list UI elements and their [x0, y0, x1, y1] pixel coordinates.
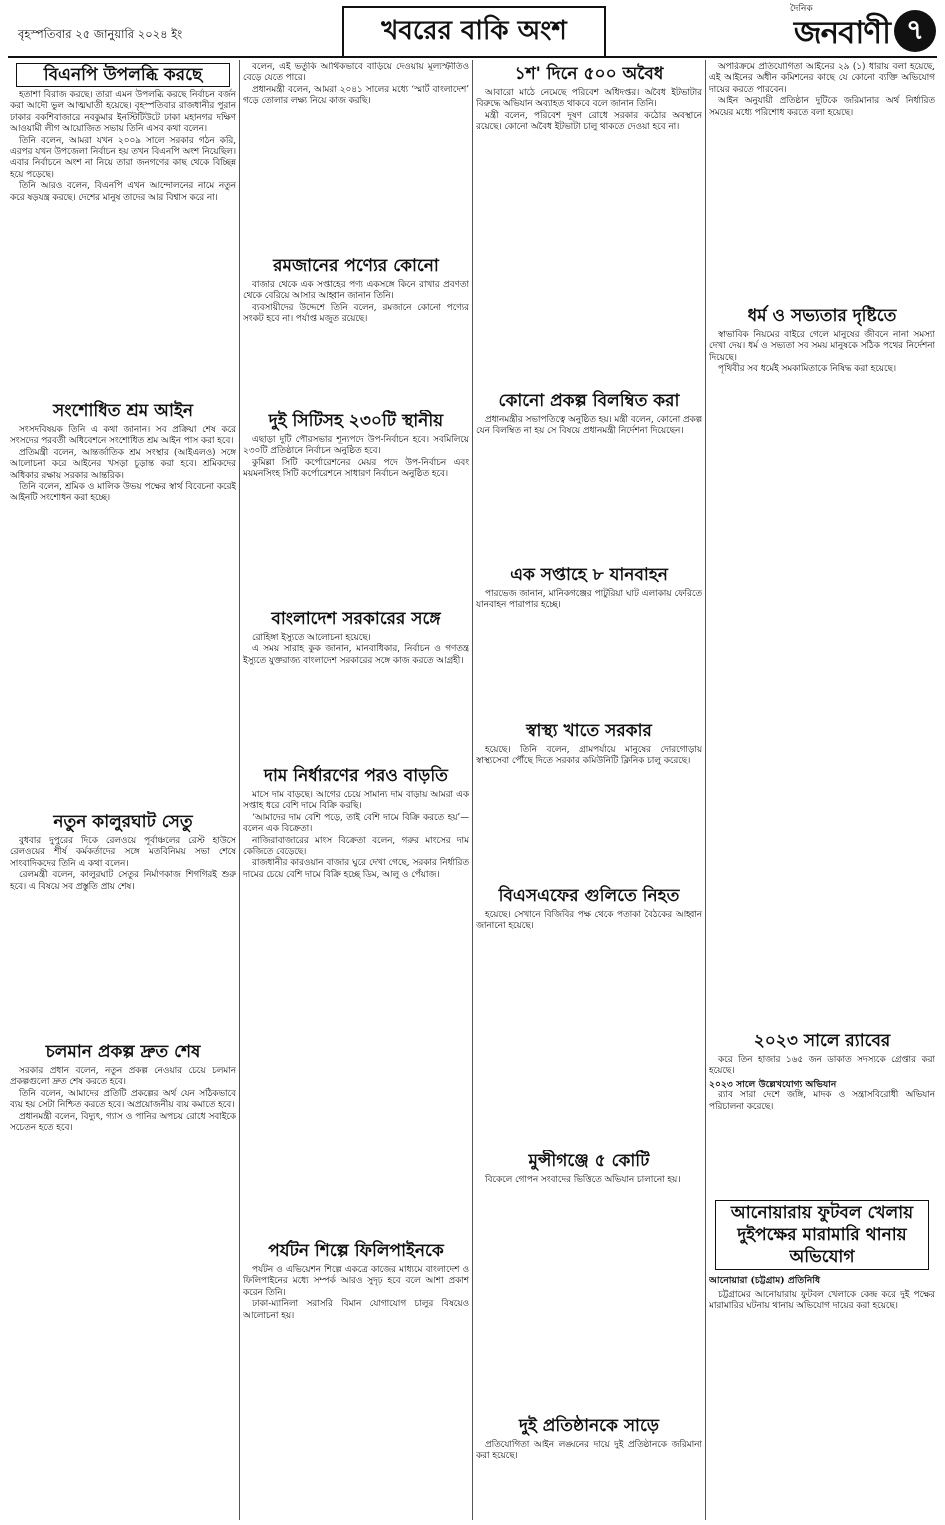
article-paragraph: প্রতিযোগিতা আইন লঙ্ঘনের দায়ে দুই প্রতিষ্ঠানকে জরিমানা করা হয়েছে। [476, 1440, 702, 1462]
article-paragraph: র‍্যাব সারা দেশে জঙ্গি, মাদক ও সন্ত্রাসবিরোধী অভিযান পরিচালনা করেছে। [709, 1090, 935, 1112]
article-religion-civilization [709, 304, 935, 1027]
column-divider [472, 60, 473, 1520]
article-paragraph: সরকার প্রধান বলেন, নতুন প্রকল্প নেওয়ার চেয়ে চলমান প্রকল্পগুলো দ্রুত শেষ করতে হবে। [10, 1066, 236, 1088]
article-body [243, 280, 469, 326]
article-paragraph: প্রধানমন্ত্রী বলেন, বিদ্যুৎ, গ্যাস ও পানির অপচয় রোধে সবাইকে সচেতন হতে হবে। [10, 1111, 236, 1134]
article-body [476, 745, 702, 768]
article-paragraph: তিনি আরও বলেন, বিএনপি এখন আন্দোলনের নামে নতুন করে ষড়যন্ত্র করছে। দেশের মানুষ তাদের আর বিশ্বাস করে না। [10, 181, 236, 203]
column-divider [705, 60, 706, 1520]
article-body [709, 1290, 935, 1313]
section-title-box [342, 6, 606, 56]
page-number-badge: ৭ [894, 10, 936, 52]
article-health-sector [476, 719, 702, 882]
article-body [243, 435, 469, 481]
article-paragraph: বলেন, এই ভর্তুকি আর্থিকভাবে বাড়িয়ে দেওয়ায় মূল্যস্ফীতিও বেড়ে যেতে পারে। [243, 62, 469, 84]
header-rule [8, 56, 937, 58]
article-paragraph: বাজার থেকে এক সপ্তাহের পণ্য একসঙ্গে কিনে রাখার প্রবণতা থেকে বেরিয়ে আসার আহ্বান জানান তিনি। [243, 280, 469, 302]
logo-prefix: দৈনিক [790, 4, 813, 14]
article-headline: রমজানের পণ্যের কোনো [273, 256, 439, 276]
article-prices [243, 764, 469, 1237]
article-body [476, 88, 702, 134]
newspaper-logo [780, 4, 890, 56]
article-rab-2023 [709, 1029, 935, 1197]
article-illegal-kilns [476, 62, 702, 387]
article-paragraph: হতাশা বিরাজ করছে। তারা এমন উপলব্ধি করছে নির্বাচন বর্জন করা আদৌ ভুল আত্মঘাতী হয়েছে। বৃহস্পতিবার রাজধানীর পুরান ঢাকার বকশিবাজারে নবকুমার ইনস্টিটিউটে ঢাকা মহানগর দক্ষিণ আওয়ামী লীগ আয়োজিত সভায় তিনি এসব কথা বলেন। [10, 90, 236, 135]
article-body [709, 62, 935, 119]
article-body [709, 330, 935, 376]
article-headline: মুন্সীগঞ্জে ৫ কোটি [528, 1151, 650, 1171]
article-continuation [709, 62, 935, 302]
article-paragraph: মন্ত্রী বলেন, পরিবেশ দূষণ রোধে সরকার কঠোর অবস্থানে রয়েছে। কোনো অবৈধ ইটভাটা চালু থাকতে দেওয়া হবে না। [476, 110, 702, 133]
article-tourism-philippines [243, 1239, 469, 1520]
article-headline: ১শ' দিনে ৫০০ অবৈধ [514, 64, 664, 84]
article-headline: সংশোধিত শ্রম আইন [53, 401, 193, 421]
article-paragraph: অপরিক্রমে প্রতিযোগিতা আইনের ২৯ (১) ধারায় বলা হয়েছে, এই আইনের অধীন কমিশনের কাছে যে কোনো ব্যক্তি অভিযোগ দায়ের করতে পারবেন। [709, 62, 935, 95]
article-paragraph: করে তিন হাজার ১৬৫ জন ডাকাত সদস্যকে গ্রেপ্তার করা হয়েছে। [709, 1055, 935, 1077]
article-headline: ২০২৩ সালে র‍্যাবের [753, 1031, 891, 1051]
article-body [476, 910, 702, 933]
article-body [10, 836, 236, 893]
article-body [243, 633, 469, 667]
article-paragraph: তিনি বলেন, আমাদের প্রতিটি প্রকল্পের অর্থ যেন সঠিকভাবে ব্যয় হয় সেটা নিশ্চিত করতে হবে। অপ্রয়োজনীয় ব্যয় কমাতে হবে। [10, 1088, 236, 1111]
article-paragraph: ঢাকা-ম্যানিলা সরাসরি বিমান যোগাযোগ চালুর বিষয়েও আলোচনা হয়। [243, 1299, 469, 1321]
article-paragraph: ‘আমাদের দাম বেশি পড়ে, তাই বেশি দামে বিক্রি করতে হয়’—বলেন এক বিক্রেতা। [243, 812, 469, 835]
article-body [476, 1440, 702, 1463]
article-headline: আনোয়ারায় ফুটবল খেলায় দুইপক্ষের মারামারি থানায় অভিযোগ [715, 1200, 929, 1270]
article-headline: কোনো প্রকল্প বিলম্বিত করা [498, 391, 680, 411]
article-bnp [10, 62, 236, 395]
article-body [476, 415, 702, 438]
section-title: খবরের বাকি অংশ [381, 16, 567, 46]
article-paragraph: রাজধানীর কারওয়ান বাজার ঘুরে দেখা গেছে, সরকার নির্ধারিত দামের চেয়ে বেশি দামে বিক্রি হচ্ছে ডিম, আলু ও পেঁয়াজ। [243, 858, 469, 880]
article-paragraph: স্বাভাবিক নিয়মের বাইরে গেলে মানুষের জীবনে নানা সমস্যা দেখা দেয়। ধর্ম ও সভ্যতা সব সময় মানুষকে সঠিক পথের নির্দেশনা দিয়েছে। [709, 330, 935, 363]
article-body [476, 589, 702, 612]
article-headline: বাংলাদেশ সরকারের সঙ্গে [271, 609, 441, 629]
article-paragraph: প্রধানমন্ত্রীর সভাপতিত্বে অনুষ্ঠিত হয়। মন্ত্রী বলেন, কোনো প্রকল্প যেন বিলম্বিত না হয় সে বিষয়ে প্রধানমন্ত্রী নির্দেশনা দিয়েছেন। [476, 415, 702, 437]
article-headline: স্বাস্থ্য খাতে সরকার [526, 721, 652, 741]
article-paragraph: কুমিল্লা সিটি কর্পোরেশনের মেয়র পদে উপ-নির্বাচন এবং ময়মনসিংহ সিটি কর্পোরেশনে সাধারণ নির্বাচন অনুষ্ঠিত হবে। [243, 457, 469, 480]
article-headline: ধর্ম ও সভ্যতার দৃষ্টিতে [747, 306, 897, 326]
article-paragraph: তিনি বলেন, শ্রমিক ও মালিক উভয় পক্ষের স্বার্থ বিবেচনা করেই আইনটি সংশোধন করা হচ্ছে। [10, 482, 236, 504]
article-paragraph: বুধবার দুপুরের দিকে রেলওয়ে পূর্বাঞ্চলের রেস্ট হাউসে রেলওয়ের শীর্ষ কর্মকর্তাদের সঙ্গে মতবিনিময় সভা শেষে সাংবাদিকদের তিনি এ কথা বলেন। [10, 836, 236, 869]
article-bangladesh-govt [243, 607, 469, 762]
article-headline: পর্যটন শিল্পে ফিলিপাইনকে [268, 1241, 444, 1261]
issue-date: বৃহস্পতিবার ২৫ জানুয়ারি ২০২৪ ইং [18, 27, 183, 41]
article-headline: দুই সিটিসহ ২৩০টি স্থানীয় [268, 411, 444, 431]
article-paragraph: নাজিরাবাজারের মাংস বিক্রেতা বলেন, গরুর মাংসের দাম কেজিতে বেড়েছে। [243, 835, 469, 858]
article-kalurghat-bridge [10, 810, 236, 1038]
article-bsf-shooting [476, 884, 702, 1147]
article-labour-law [10, 399, 236, 807]
article-paragraph: তিনি বলেন, আমরা যখন ২০০৯ সালে সরকার গঠন করি, এরপর যখন উপজেলা নির্বাচন হয় তখন বিএনপি অংশ নিয়েছিল। এবার নির্বাচনে অংশ না নিয়ে তারা জনগণের কাছ থেকে বিচ্ছিন্ন হয়ে পড়েছে। [10, 135, 236, 180]
article-paragraph: পারভেজ জানান, মানিকগঞ্জের পাটুরিয়া ঘাট এলাকায় ফেরিতে যানবাহন পারাপার হচ্ছে। [476, 589, 702, 611]
article-paragraph: মাসে দাম বাড়ছে। আগের চেয়ে সামান্য দাম বাড়ায় আমরা এক সপ্তাহ ধরে বেশি দামে বিক্রি করছি। [243, 790, 469, 812]
article-ramadan-goods [243, 254, 469, 406]
article-paragraph: বিকেলে গোপন সংবাদের ভিত্তিতে অভিযান চালানো হয়। [485, 1175, 681, 1185]
article-body [243, 1265, 469, 1322]
article-paragraph: হয়েছে। তিনি বলেন, গ্রামপর্যায়ে মানুষের দোরগোড়ায় স্বাস্থ্যসেবা পৌঁছে দিতে সরকার কমিউনিটি ক্লিনিক চালু করেছে। [476, 745, 702, 767]
article-paragraph: রোহিঙ্গা ইস্যুতে আলোচনা হয়েছে। [252, 633, 371, 643]
article-paragraph: রেলমন্ত্রী বলেন, কালুরঘাট সেতুর নির্মাণকাজ শিগগিরই শুরু হবে। এ বিষয়ে সব প্রস্তুতি প্রায় শেষ। [10, 870, 236, 892]
article-body [243, 62, 469, 108]
article-body [10, 90, 236, 204]
article-local-elections [243, 409, 469, 605]
article-paragraph: পর্যটন ও এভিয়েশন শিল্পে একত্রে কাজের মাধ্যমে বাংলাদেশ ও ফিলিপাইনের মধ্যে সম্পর্ক আরও সুদৃঢ় হবে বলে আশা প্রকাশ করেন তিনি। [243, 1265, 469, 1298]
article-paragraph: এছাড়া দুটি পৌরসভার শূন্যপদে উপ-নির্বাচন হবে। সবমিলিয়ে ২৩০টি প্রতিষ্ঠানে নির্বাচন অনুষ্ঠিত হবে। [243, 435, 469, 457]
article-ongoing-projects [10, 1040, 236, 1520]
article-byline: আনোয়ারা (চট্টগ্রাম) প্রতিনিধি [709, 1275, 821, 1286]
article-paragraph: পৃথিবীর সব ধর্মেই সমকামিতাকে নিষিদ্ধ করা হয়েছে। [718, 364, 896, 375]
article-headline: দাম নির্ধারণের পরও বাড়তি [264, 766, 448, 786]
article-continuation [243, 62, 469, 252]
article-two-firms-fined [476, 1414, 702, 1520]
article-paragraph: আইন অনুযায়ী প্রতিষ্ঠান দুটিকে জরিমানার অর্থ নির্ধারিত সময়ের মধ্যে পরিশোধ করতে বলা হয়েছে। [709, 96, 935, 118]
article-headline: এক সপ্তাহে ৮ যানবাহন [510, 565, 668, 585]
column-divider [239, 60, 240, 1520]
article-vehicles [476, 563, 702, 717]
article-anowara-football [709, 1199, 935, 1520]
article-headline: বিএনপি উপলব্ধি করছে [16, 63, 230, 87]
article-paragraph: প্রধানমন্ত্রী বলেন, আমরা ২০৪১ সালের মধ্যে ‘স্মার্ট বাংলাদেশ’ গড়ে তোলার লক্ষ্য নিয়ে কাজ করছি। [243, 84, 469, 107]
article-munshiganj [476, 1149, 702, 1412]
article-body [10, 1066, 236, 1134]
article-body [10, 425, 236, 505]
article-headline: বিএসএফের গুলিতে নিহত [498, 886, 680, 906]
article-headline: চলমান প্রকল্প দ্রুত শেষ [45, 1042, 201, 1062]
article-body [243, 790, 469, 881]
article-body [476, 1175, 702, 1186]
article-paragraph: সংসদবিষয়ক তিনি এ কথা জানান। সব প্রক্রিয়া শেষ করে সংসদের পরবর্তী অধিবেশনে সংশোধিত শ্রম আইন পাস করা হবে। [10, 425, 236, 447]
article-paragraph: আবারো মাঠে নেমেছে পরিবেশ অধিদপ্তর। অবৈধ ইটভাটার বিরুদ্ধে অভিযান অব্যাহত থাকবে বলে জানান তিনি। [476, 88, 702, 110]
logo-name: জনবাণী [793, 15, 890, 51]
article-paragraph: হয়েছে। সেখানে বিজিবির পক্ষ থেকে পতাকা বৈঠকের আহ্বান জানানো হয়েছে। [476, 910, 702, 932]
article-body [709, 1055, 935, 1113]
article-project-delay [476, 389, 702, 561]
article-headline: দুই প্রতিষ্ঠানকে সাড়ে [519, 1416, 659, 1436]
article-headline: নতুন কালুরঘাট সেতু [53, 812, 193, 832]
article-paragraph: চট্টগ্রামের আনোয়ারায় ফুটবল খেলাকে কেন্দ্র করে দুই পক্ষের মারামারির ঘটনায় থানায় অভিযোগ দায়ের করা হয়েছে। [709, 1290, 935, 1312]
article-paragraph: ব্যবসায়ীদের উদ্দেশে তিনি বলেন, রমজানে কোনো পণ্যের সংকট হবে না। পর্যাপ্ত মজুত রয়েছে। [243, 302, 469, 325]
article-paragraph: এ সময় সারাহ কুক জানান, মানবাধিকার, নির্বাচন ও গণতন্ত্র ইস্যুতে যুক্তরাজ্য বাংলাদেশ সরকারের সঙ্গে কাজ করতে আগ্রহী। [243, 644, 469, 666]
article-paragraph: প্রতিমন্ত্রী বলেন, আন্তর্জাতিক শ্রম সংস্থার (আইএলও) সঙ্গে আলোচনা করে আইনের খসড়া চূড়ান্ত করা হবে। শ্রমিকদের অধিকার রক্ষায় সরকার আন্তরিক। [10, 447, 236, 481]
article-subhead: ২০২৩ সালে উল্লেখযোগ্য অভিযান [709, 1078, 837, 1090]
